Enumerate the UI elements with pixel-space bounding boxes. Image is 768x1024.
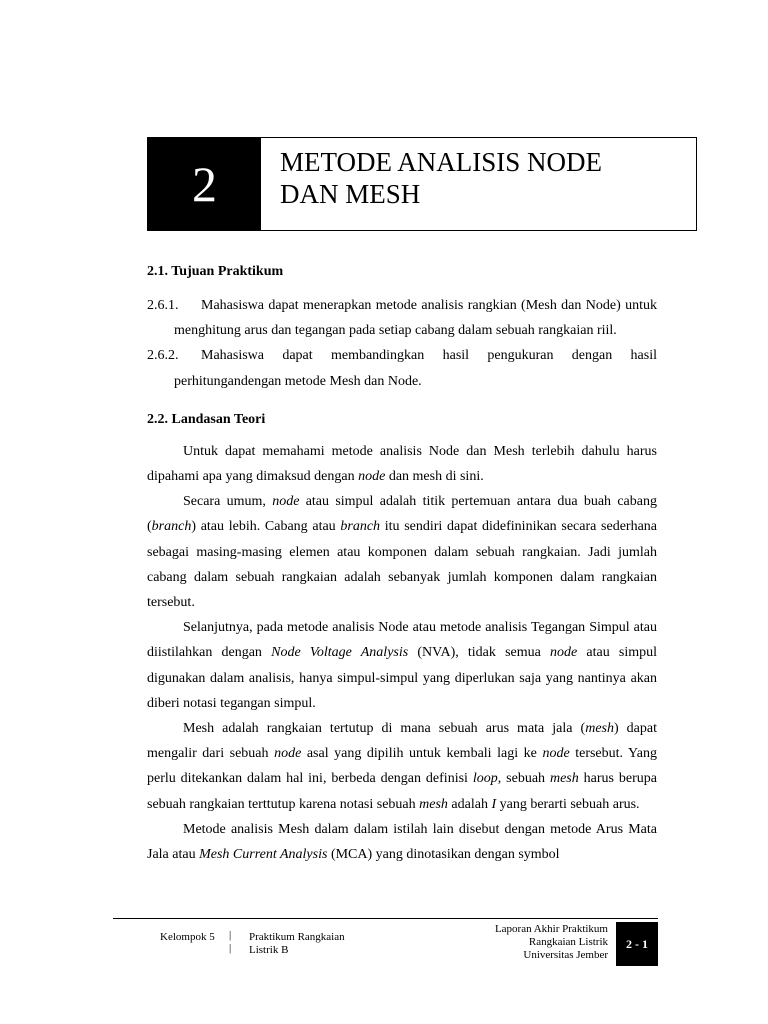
footer-course [249,931,345,957]
page-body [147,259,657,867]
paragraph: Selanjutnya, pada metode analisis Node atau metode analisis Tegangan Simpul atau diistilahkan dengan Node Voltage Analysis (NVA), tidak semua node atau simpul digunakan dalam analisis, hanya simpul-simpul yang diperlukan saja yang nantinya akan diberi notasi tegangan simpul. [147,620,658,711]
footer-course-line2: Listrik B [249,944,289,956]
objective-item [147,343,657,393]
footer-separator: | [229,929,232,941]
footer-separator: | [229,942,232,954]
objective-text: Mahasiswa dapat membandingkan hasil pengukuran dengan hasil perhitungandengan metode Mesh dan Node. [174,348,657,389]
chapter-title [261,138,602,230]
chapter-title-line2: DAN MESH [280,179,421,209]
chapter-number: 2 [148,138,261,230]
objective-number: 2.6.2. [147,348,179,364]
chapter-header [147,137,697,231]
footer-divider [113,918,658,919]
chapter-title-line1: METODE ANALISIS NODE [280,147,602,177]
section-heading-landasan: 2.2. Landasan Teori [147,411,266,427]
paragraph: Untuk dapat memahami metode analisis Node dan Mesh terlebih dahulu harus dipahami apa yang dimaksud dengan node dan mesh di sini. [147,443,657,485]
paragraph: Secara umum, node atau simpul adalah titik pertemuan antara dua buah cabang (branch) atau lebih. Cabang atau branch itu sendiri dapat didefininikan secara sederhana sebagai masing-masing elemen atau komponen dalam sebuah rangkaian. Jadi jumlah cabang dalam sebuah rangkaian adalah sebanyak jumlah komponen dalam rangkaian tersebut. [147,494,657,611]
page-number: 2 - 1 [616,922,658,966]
footer-report [495,923,608,962]
footer-report-line1: Laporan Akhir Praktikum [494,923,608,935]
objective-item [147,293,657,343]
paragraph: Metode analisis Mesh dalam dalam istilah lain disebut dengan metode Arus Mata Jala atau Mesh Current Analysis (MCA) yang dinotasikan dengan symbol [147,821,657,863]
objective-number: 2.6.1. [147,298,179,313]
objective-text: Mahasiswa dapat menerapkan metode analisis rangkian (Mesh dan Node) untuk menghitung arus dan tegangan pada setiap cabang dalam sebuah rangkaian riil. [174,298,657,339]
section-heading-tujuan: 2.1. Tujuan Praktikum [147,264,284,279]
paragraph: Mesh adalah rangkaian tertutup di mana sebuah arus mata jala (mesh) dapat mengalir dari sebuah node asal yang dipilih untuk kembali lagi ke node tersebut. Yang perlu ditekankan dalam hal ini, berbeda dengan definisi loop, sebuah mesh harus berupa sebuah rangkaian terttutup karena notasi sebuah mesh adalah I yang berarti sebuah arus. [147,721,657,812]
footer-group: Kelompok 5 [160,931,215,943]
footer-report-line3: Universitas Jember [523,949,608,961]
page-footer [113,922,658,968]
footer-course-line1: Praktikum Rangkaian [249,931,345,943]
footer-report-line2: Rangkaian Listrik [528,936,608,948]
